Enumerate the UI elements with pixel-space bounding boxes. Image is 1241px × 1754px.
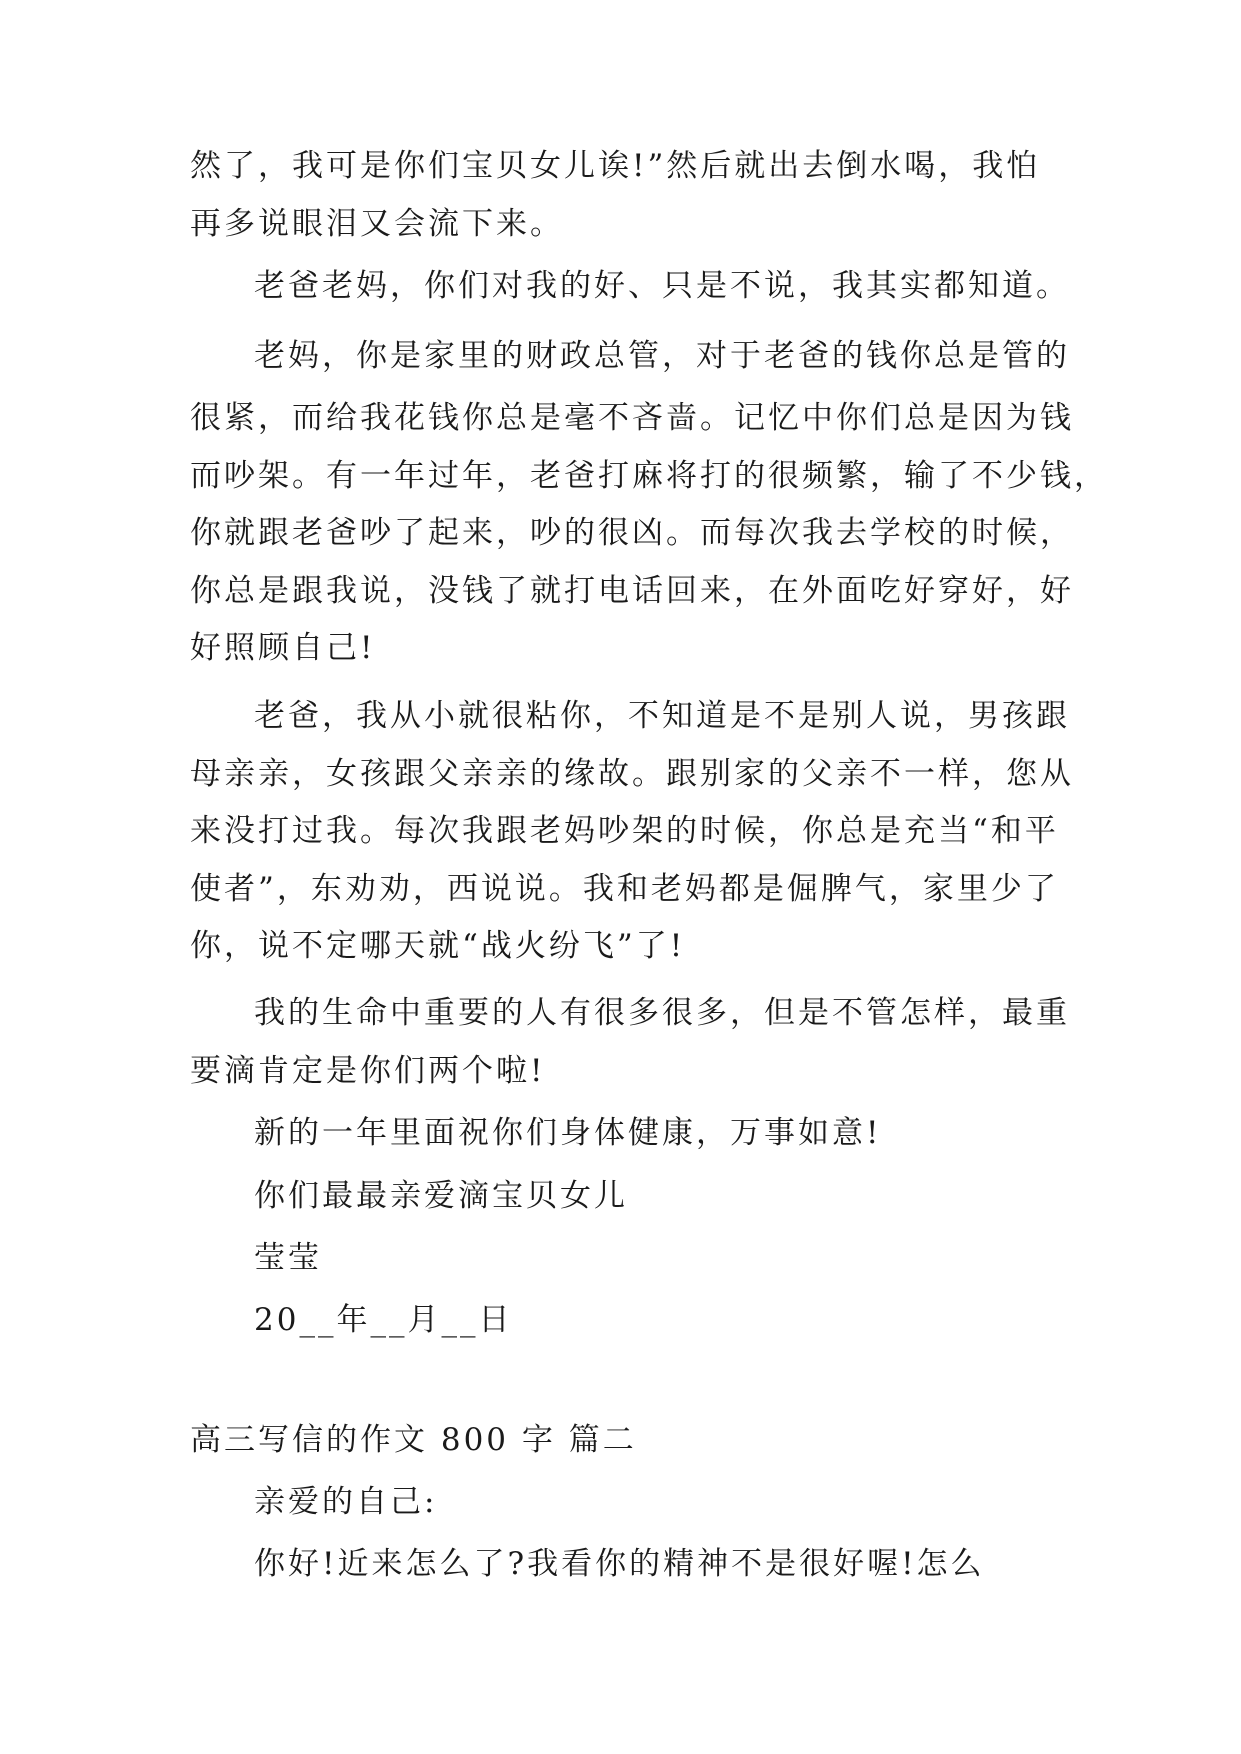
text-line: 好照顾自己! [190, 630, 376, 666]
date-line: 20__年__月__日 [254, 1302, 513, 1338]
text-line: 老妈，你是家里的财政总管，对于老爸的钱你总是管的 [254, 338, 1070, 374]
text-line: 很紧，而给我花钱你总是毫不吝啬。记忆中你们总是因为钱 [190, 400, 1074, 436]
text-line: 再多说眼泪又会流下来。 [190, 206, 564, 242]
text-line: 新的一年里面祝你们身体健康，万事如意! [254, 1115, 882, 1151]
signature-line: 你们最最亲爱滴宝贝女儿 [254, 1178, 628, 1214]
text-line: 你，说不定哪天就“战火纷飞”了! [190, 928, 686, 964]
text-line: 亲爱的自己: [254, 1484, 438, 1520]
section-title: 高三写信的作文 800 字 篇二 [190, 1422, 637, 1458]
text-line: 老爸，我从小就很粘你，不知道是不是别人说，男孩跟 [254, 698, 1070, 734]
text-line: 老爸老妈，你们对我的好、只是不说，我其实都知道。 [254, 268, 1070, 304]
letter-body [190, 0, 1108, 1754]
text-line: 你好!近来怎么了?我看你的精神不是很好喔!怎么 [254, 1546, 985, 1582]
text-line: 我的生命中重要的人有很多很多，但是不管怎样，最重 [254, 995, 1070, 1031]
text-line: 然了，我可是你们宝贝女儿诶!”然后就出去倒水喝，我怕 [190, 148, 1041, 184]
text-line: 要滴肯定是你们两个啦! [190, 1053, 546, 1089]
text-line: 使者”，东劝劝，西说说。我和老妈都是倔脾气，家里少了 [190, 871, 1059, 907]
signature-name: 莹莹 [254, 1240, 322, 1276]
text-line: 而吵架。有一年过年，老爸打麻将打的很频繁，输了不少钱， [190, 458, 1108, 494]
text-line: 你总是跟我说，没钱了就打电话回来，在外面吃好穿好，好 [190, 573, 1074, 609]
text-line: 母亲亲，女孩跟父亲亲的缘故。跟别家的父亲不一样，您从 [190, 756, 1074, 792]
text-line: 来没打过我。每次我跟老妈吵架的时候，你总是充当“和平 [190, 813, 1059, 849]
text-line: 你就跟老爸吵了起来，吵的很凶。而每次我去学校的时候， [190, 515, 1074, 551]
